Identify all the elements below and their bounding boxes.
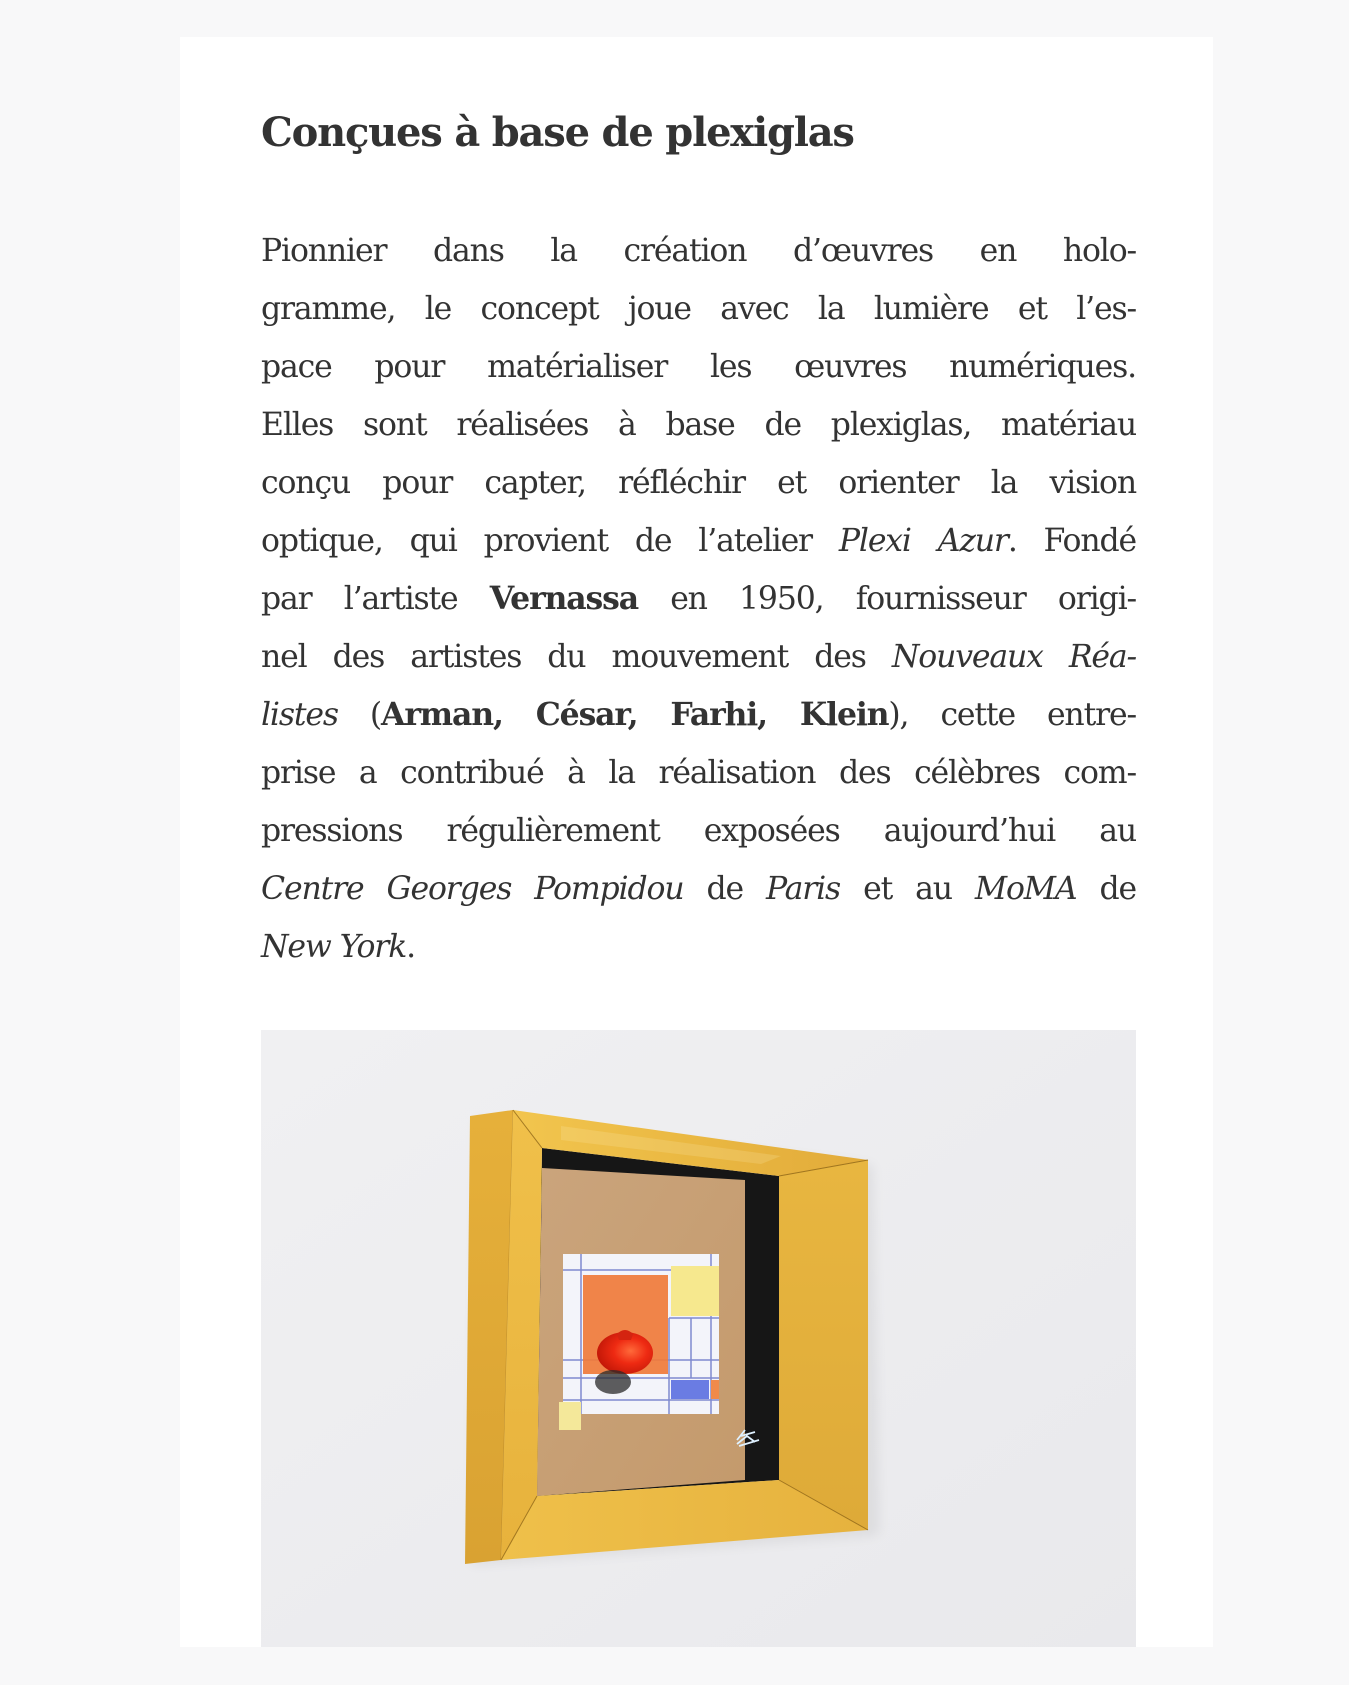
paragraph-line <box>261 280 1136 338</box>
text-run: pace pour matérialiser les œuvres numériques. <box>261 349 1136 385</box>
text-run: de <box>1076 871 1136 907</box>
paragraph-line <box>261 628 1136 686</box>
paragraph-line <box>261 802 1136 860</box>
artwork-photo <box>261 1030 1136 1647</box>
text-run: et au <box>840 871 975 907</box>
text-run: nel des artistes du mouvement des <box>261 639 892 675</box>
italic-text: MoMA <box>974 871 1077 907</box>
bold-text: Vernassa <box>489 580 638 617</box>
paragraph-line <box>261 686 1136 744</box>
italic-text: listes <box>261 697 338 733</box>
paragraph-line <box>261 744 1136 802</box>
paragraph-line <box>261 396 1136 454</box>
text-run: en 1950, fournisseur origi- <box>637 581 1136 617</box>
section-heading: Conçues à base de plexiglas <box>261 109 854 156</box>
paragraph-line <box>261 570 1136 628</box>
italic-text: Nouveaux Réa- <box>891 639 1136 675</box>
paragraph-line <box>261 860 1136 918</box>
italic-text: Paris <box>765 871 841 907</box>
bold-text: Arman, César, Farhi, Klein <box>381 696 889 733</box>
text-run: prise a contribué à la réalisation des célèbres com- <box>261 755 1136 791</box>
paragraph-line <box>261 454 1136 512</box>
text-run: Pionnier dans la création d’œuvres en holo- <box>261 233 1136 269</box>
italic-text: Plexi Azur <box>838 523 1008 559</box>
text-run: pressions régulièrement exposées aujourd’hui au <box>261 813 1136 849</box>
paragraph-line <box>261 338 1136 396</box>
text-run: . Fondé <box>1007 523 1136 559</box>
paragraph-line <box>261 918 1136 976</box>
italic-text: Centre Georges Pompidou <box>261 871 684 907</box>
article-paragraph <box>261 222 1136 976</box>
text-run: . <box>406 929 416 965</box>
italic-text: New York <box>261 929 407 965</box>
text-run: de <box>683 871 766 907</box>
text-run: ( <box>337 697 382 733</box>
paragraph-line <box>261 512 1136 570</box>
text-run: gramme, le concept joue avec la lumière et l’es- <box>261 291 1136 327</box>
text-run: optique, qui provient de l’atelier <box>261 523 839 559</box>
text-run: Elles sont réalisées à base de plexiglas, matériau <box>261 407 1136 443</box>
text-run: par l’artiste <box>261 581 490 617</box>
paragraph-line <box>261 222 1136 280</box>
text-run: conçu pour capter, réfléchir et orienter la vision <box>261 465 1136 501</box>
artwork-illustration <box>261 1030 1136 1647</box>
text-run: ), cette entre- <box>888 697 1136 733</box>
